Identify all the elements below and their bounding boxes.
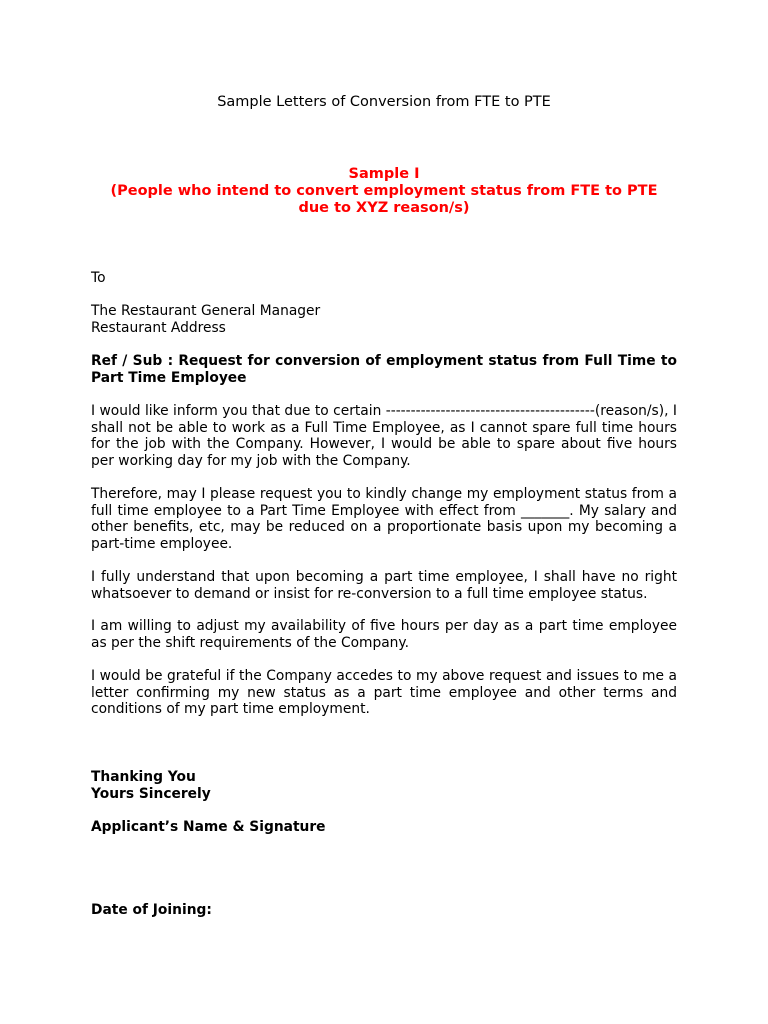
sample-heading-block [60,166,708,217]
body-paragraph: Therefore, may I please request you to kindly change my employment status from a full time employee to a Part Time Employee with effect from _______. My salary and other benefits, etc, may be reduced on a proportionate basis upon my becoming a part-time employee. [91,486,677,552]
subject-line: Ref / Sub : Request for conversion of employment status from Full Time to Part Time Employee [91,353,677,386]
closing-thanks: Thanking You [91,769,196,785]
addressee-address: Restaurant Address [91,319,226,336]
date-of-joining-label: Date of Joining: [91,902,212,918]
to-label: To [91,270,106,286]
body-paragraph: I would like inform you that due to certain ------------------------------------------(reason/s), I shall not be able to work as a Full Time Employee, as I cannot spare full time hours for the job with the Company. However, I would be able to spare about five hours per working day for my job with the Company. [91,403,677,469]
body-paragraph: I fully understand that upon becoming a part time employee, I shall have no right whatsoever to demand or insist for re-conversion to a full time employee status. [91,569,677,602]
body-paragraph: I would be grateful if the Company accedes to my above request and issues to me a letter confirming my new status as a part time employee and other terms and conditions of my part time employment. [91,668,677,718]
addressee-name: The Restaurant General Manager [91,303,321,319]
sample-heading: Sample I [348,166,420,182]
addressee-block [91,303,677,336]
closing-sincerely: Yours Sincerely [91,785,211,802]
sample-subheading-line-2: due to XYZ reason/s) [298,200,470,216]
signature-label: Applicant’s Name & Signature [91,819,326,835]
sample-subheading-line-1: (People who intend to convert employment status from FTE to PTE [110,183,658,199]
body-paragraph: I am willing to adjust my availability of five hours per day as a part time employee as per the shift requirements of the Company. [91,618,677,651]
document-title: Sample Letters of Conversion from FTE to PTE [217,94,551,110]
closing-block [91,769,677,802]
